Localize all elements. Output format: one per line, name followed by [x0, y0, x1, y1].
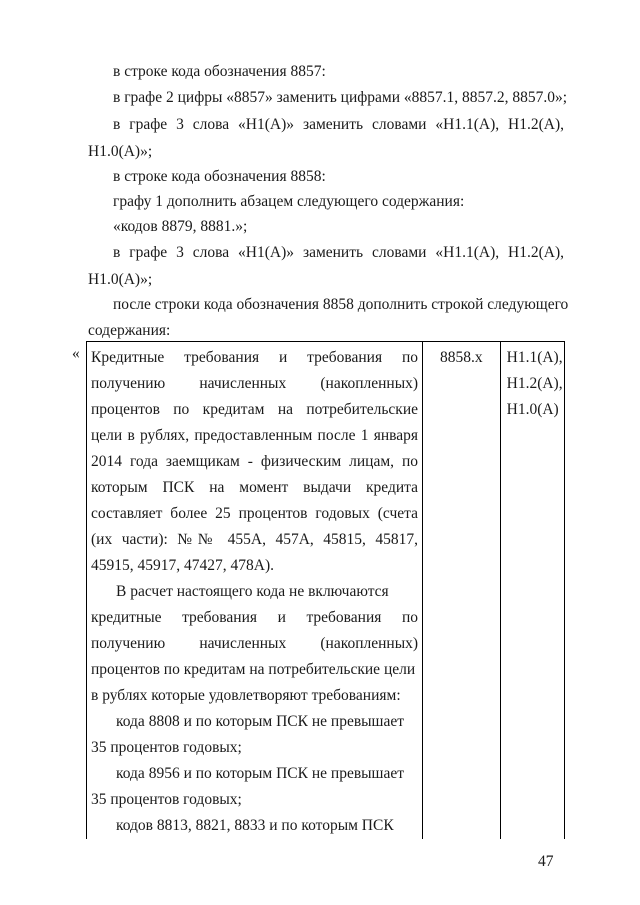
cell-line: кодов 8813, 8821, 8833 и по которым ПСК: [116, 817, 394, 834]
cell-line: 45915, 45917, 47427, 478А).: [91, 557, 274, 574]
code-table: [86, 341, 565, 839]
code-value: 8858.х: [440, 349, 483, 366]
cell-line: кредитные требования и требования по: [91, 609, 419, 626]
paragraph: графу 1 дополнить абзацем следующего содержания:: [113, 193, 465, 210]
cell-line: процентов по кредитам на потребительские цели: [91, 661, 416, 678]
cell-line: кода 8808 и по которым ПСК не превышает: [116, 713, 405, 730]
paragraph: содержания:: [88, 322, 171, 339]
paragraph: Н1.0(А)»;: [88, 271, 153, 288]
paragraph: в строке кода обозначения 8858:: [113, 168, 326, 185]
cell-line: 35 процентов годовых;: [91, 791, 242, 808]
cell-line: цели в рублях, предоставленным после 1 января: [91, 427, 419, 444]
open-quote-mark: «: [72, 345, 80, 362]
paragraph: «кодов 8879, 8881.»;: [113, 218, 248, 235]
table-row: [87, 342, 565, 840]
cell-line: кода 8956 и по которым ПСК не превышает: [116, 765, 405, 782]
cell-line: 35 процентов годовых;: [91, 739, 242, 756]
description-cell: [87, 342, 423, 840]
norm-value: Н1.2(А),: [506, 375, 563, 392]
paragraph: Н1.0(А)»;: [88, 143, 153, 160]
norm-value: Н1.0(А): [506, 401, 559, 418]
cell-line: получению начисленных (накопленных): [91, 375, 419, 392]
cell-line: В расчет настоящего кода не включаются: [116, 583, 389, 600]
cell-line: в рублях которые удовлетворяют требованиям:: [91, 687, 401, 704]
cell-line: Кредитные требования и требования по: [91, 349, 419, 366]
cell-line: получению начисленных (накопленных): [91, 635, 419, 652]
norm-cell: [500, 342, 564, 840]
cell-line: составляет более 25 процентов годовых (счета: [91, 505, 419, 522]
norm-value: Н1.1(А),: [506, 349, 563, 366]
paragraph: после строки кода обозначения 8858 дополнить строкой следующего: [113, 296, 569, 313]
cell-line: (их части): №№ 455А, 457А, 45815, 45817,: [91, 531, 419, 548]
paragraph: в графе 3 слова «Н1(А)» заменить словами «Н1.1(А), Н1.2(А),: [113, 244, 564, 261]
paragraph: в строке кода обозначения 8857:: [113, 63, 326, 80]
paragraph: в графе 3 слова «Н1(А)» заменить словами «Н1.1(А), Н1.2(А),: [113, 116, 564, 133]
code-cell: [423, 342, 501, 840]
cell-line: которым ПСК на момент выдачи кредита: [91, 479, 419, 496]
cell-line: 2014 года заемщикам - физическим лицам, по: [91, 453, 419, 470]
cell-line: процентов по кредитам на потребительские: [91, 401, 419, 418]
page-number: 47: [538, 853, 554, 870]
paragraph: в графе 2 цифры «8857» заменить цифрами «8857.1, 8857.2, 8857.0»;: [113, 89, 568, 106]
